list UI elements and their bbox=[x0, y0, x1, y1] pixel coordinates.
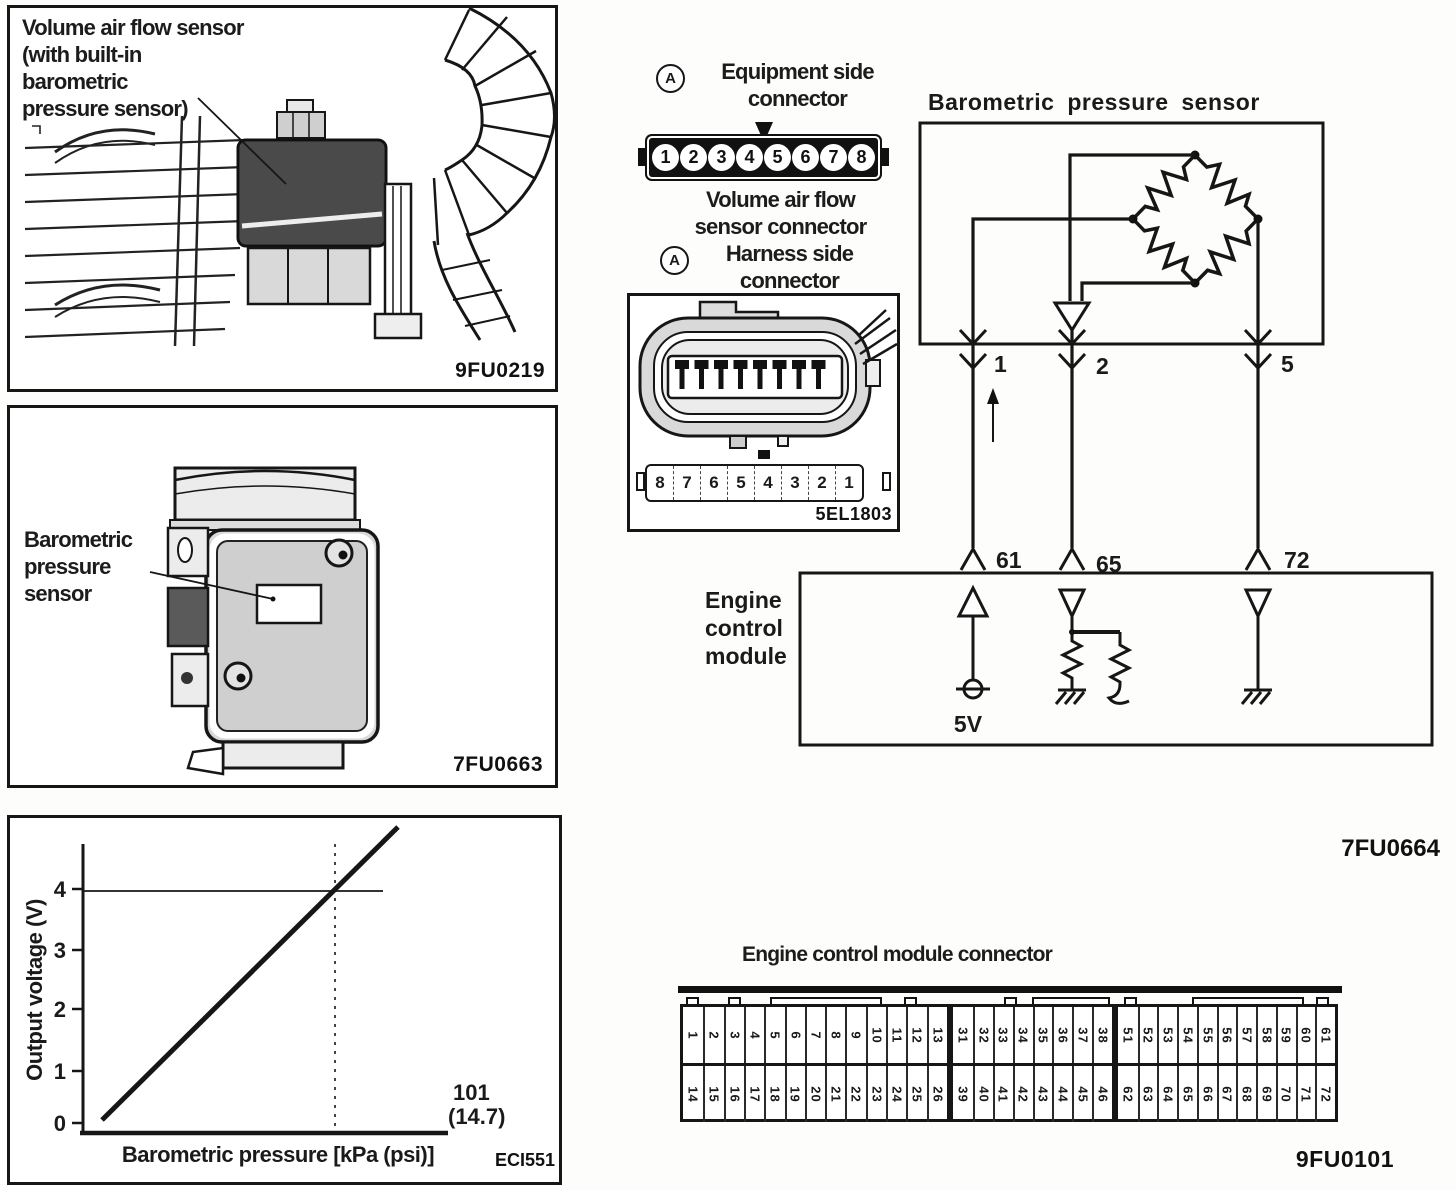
connector-pin: 3 bbox=[708, 144, 735, 171]
ecm-pin-number: 45 bbox=[1075, 1085, 1091, 1103]
ecm-pin-cell bbox=[1276, 1007, 1296, 1063]
ecm-pin-cell bbox=[1236, 1066, 1256, 1122]
marker-a-equipment: A bbox=[656, 64, 685, 93]
svg-text:0: 0 bbox=[53, 1111, 66, 1136]
strip-cap-left bbox=[636, 472, 645, 491]
ecm-pin-number: 26 bbox=[930, 1085, 946, 1103]
ecm-pin-number: 39 bbox=[955, 1085, 971, 1103]
svg-text:1: 1 bbox=[53, 1059, 66, 1084]
caption-line: pressure bbox=[24, 554, 111, 579]
ecm-pin-cell bbox=[703, 1066, 723, 1122]
figure-code: 5EL1803 bbox=[815, 504, 892, 524]
ecm-pin-cell bbox=[805, 1066, 825, 1122]
ecm-pin-cell bbox=[845, 1066, 865, 1122]
ecm-pin-cell bbox=[1157, 1007, 1177, 1063]
ecm-pin-number: 4 bbox=[747, 1030, 763, 1040]
ecm-pin-cell bbox=[993, 1066, 1013, 1122]
sensor-pin-1: 1 bbox=[994, 351, 1007, 377]
ecm-pin-cell bbox=[683, 1066, 703, 1122]
ecm-pin-number: 44 bbox=[1055, 1085, 1071, 1103]
characteristic-line bbox=[102, 827, 398, 1120]
ecm-pin-cell bbox=[1013, 1066, 1033, 1122]
ecm-pin-number: 40 bbox=[976, 1085, 992, 1103]
ecm-connector-grid bbox=[680, 1004, 1338, 1122]
grid-tab bbox=[1192, 997, 1304, 1004]
output-buffer-symbol bbox=[1055, 303, 1089, 330]
ecm-pin-number: 14 bbox=[685, 1085, 701, 1103]
ecm-pin-cell bbox=[724, 1007, 744, 1063]
figure-code: 9FU0219 bbox=[455, 359, 545, 382]
ecm-pin65-network bbox=[1056, 590, 1129, 704]
ecm-pin-number: 42 bbox=[1016, 1085, 1032, 1103]
output-voltage-chart bbox=[10, 818, 559, 1182]
ecm-label bbox=[705, 587, 787, 669]
ecm-pin-number: 51 bbox=[1120, 1026, 1136, 1044]
ecm-grid-row bbox=[953, 1063, 1112, 1122]
ecm-5v-supply bbox=[954, 588, 990, 737]
ecm-pin-number: 54 bbox=[1180, 1026, 1196, 1044]
ecm-pin-number: 3 bbox=[727, 1030, 743, 1040]
connector-pin: 4 bbox=[736, 144, 763, 171]
x-axis-label: Barometric pressure [kPa (psi)] bbox=[121, 1142, 435, 1167]
ecm-pin-number: 21 bbox=[828, 1085, 844, 1103]
ecm-pin-cell bbox=[764, 1066, 784, 1122]
ecm-pin-number: 71 bbox=[1298, 1085, 1314, 1103]
ecm-grid-row bbox=[683, 1007, 947, 1063]
ecm-pin-number: 58 bbox=[1259, 1026, 1275, 1044]
svg-text:2: 2 bbox=[53, 997, 66, 1022]
harness-pin-number: 8 bbox=[655, 473, 665, 492]
ecm-pin-number: 36 bbox=[1055, 1026, 1071, 1044]
ecm-pin-number: 53 bbox=[1160, 1026, 1176, 1044]
caption-line: pressure sensor) bbox=[22, 96, 188, 121]
ecm-pin-cell bbox=[993, 1007, 1013, 1063]
ecm-pin-number: 15 bbox=[706, 1085, 722, 1103]
ecm-pin-cell bbox=[927, 1007, 947, 1063]
ecm-pin-cell bbox=[805, 1007, 825, 1063]
baro-caption bbox=[24, 526, 132, 607]
ecm-pin-number: 32 bbox=[976, 1026, 992, 1044]
ecm-pin-cell bbox=[724, 1066, 744, 1122]
ecm-pin-number: 2 bbox=[706, 1030, 722, 1040]
ecm-pin-cell bbox=[1315, 1007, 1335, 1063]
ecm-pin-cell bbox=[1138, 1066, 1158, 1122]
ecm-pin-cell bbox=[973, 1066, 993, 1122]
caption-line: connector bbox=[747, 86, 848, 111]
ecm-pin-number: 33 bbox=[996, 1026, 1012, 1044]
connector-pin: 1 bbox=[652, 144, 679, 171]
ecm-pin-cell bbox=[1315, 1066, 1335, 1122]
output-chart-panel bbox=[7, 815, 562, 1185]
circuit-title: Barometric pressure sensor bbox=[928, 89, 1260, 115]
ecm-pin-cell bbox=[1092, 1007, 1112, 1063]
ecm-pin-cell bbox=[825, 1007, 845, 1063]
ecm-pin-72: 72 bbox=[1284, 547, 1310, 573]
ecm-pin-cell bbox=[1033, 1007, 1053, 1063]
connector-pin: 7 bbox=[820, 144, 847, 171]
connector-pin: 2 bbox=[680, 144, 707, 171]
ecm-pin-cell bbox=[906, 1007, 926, 1063]
ecm-pin-number: 18 bbox=[767, 1085, 783, 1103]
ecm-pin-number: 66 bbox=[1200, 1085, 1216, 1103]
ecm-pin-number: 69 bbox=[1259, 1085, 1275, 1103]
sensor-art bbox=[168, 468, 378, 774]
ecm-pin-number: 20 bbox=[808, 1085, 824, 1103]
vaf-caption bbox=[22, 14, 244, 122]
ecm-pin-number: 6 bbox=[788, 1030, 804, 1040]
ecm-pin-number: 1 bbox=[685, 1030, 701, 1040]
sensor-wires bbox=[973, 155, 1258, 548]
wheatstone-bridge bbox=[1125, 147, 1266, 291]
svg-text:4: 4 bbox=[53, 877, 66, 902]
grid-tab bbox=[770, 997, 882, 1004]
ecm-grid-block-2 bbox=[950, 1004, 1115, 1122]
ecm-pin-cell bbox=[1052, 1066, 1072, 1122]
baro-photo-panel bbox=[7, 405, 558, 788]
ecm-pin-number: 57 bbox=[1239, 1026, 1255, 1044]
figure-code: ECI551 bbox=[494, 1150, 555, 1170]
harness-pin-number: 1 bbox=[835, 466, 862, 500]
ecm-pin-cell bbox=[973, 1007, 993, 1063]
ecm-pin-number: 17 bbox=[747, 1085, 763, 1103]
ecm-grid-row bbox=[1118, 1007, 1335, 1063]
ecm-pin-cell bbox=[785, 1066, 805, 1122]
connector-pin: 6 bbox=[792, 144, 819, 171]
y-axis-label: Output voltage (V) bbox=[22, 899, 47, 1081]
caption-line: Volume air flow sensor bbox=[22, 15, 244, 40]
ecm-pin-cell bbox=[1217, 1066, 1237, 1122]
ecm-pin-number: 70 bbox=[1279, 1085, 1295, 1103]
ecm-pin-number: 46 bbox=[1095, 1085, 1111, 1103]
ecm-pin-cell bbox=[1236, 1007, 1256, 1063]
ecm-pin-cell bbox=[1276, 1066, 1296, 1122]
ecm-pin-cell bbox=[1033, 1066, 1053, 1122]
ecm-pin-number: 55 bbox=[1200, 1026, 1216, 1044]
ecm-pin72-ground bbox=[1242, 590, 1272, 704]
y-tick-labels bbox=[54, 877, 67, 1136]
ecm-pin-cell bbox=[1256, 1066, 1276, 1122]
ecm-pin-number: 31 bbox=[955, 1026, 971, 1044]
ecm-pin-cell bbox=[866, 1066, 886, 1122]
ecm-pin-cell bbox=[953, 1007, 973, 1063]
grid-tab bbox=[1032, 997, 1110, 1004]
ecm-pin-number: 43 bbox=[1035, 1085, 1051, 1103]
ecm-grid-block-1 bbox=[680, 1004, 950, 1122]
ecm-pin-cell bbox=[1052, 1007, 1072, 1063]
sensor-label-window bbox=[257, 585, 321, 623]
ecm-pin-cell bbox=[1177, 1066, 1197, 1122]
x-annotation-psi: (14.7) bbox=[448, 1104, 506, 1129]
ecm-pin-cell bbox=[1197, 1007, 1217, 1063]
ecm-pin-number: 72 bbox=[1318, 1085, 1334, 1103]
ecm-box bbox=[800, 573, 1432, 745]
ecm-pin-number: 9 bbox=[849, 1030, 865, 1040]
harness-pin-number: 4 bbox=[754, 466, 781, 500]
ecm-pin-cell bbox=[1138, 1007, 1158, 1063]
svg-text:Engine: Engine bbox=[705, 587, 782, 613]
ecm-pin-number: 62 bbox=[1120, 1085, 1136, 1103]
ecm-pin-number: 8 bbox=[828, 1030, 844, 1040]
caption-line: connector bbox=[739, 268, 840, 293]
ecm-pin-cell bbox=[1118, 1007, 1138, 1063]
harness-connector-caption bbox=[702, 240, 877, 294]
ecm-pin-number: 24 bbox=[889, 1085, 905, 1103]
figure-code: 7FU0663 bbox=[453, 753, 543, 776]
bridge-nodes bbox=[1129, 151, 1263, 288]
svg-text:3: 3 bbox=[53, 938, 66, 963]
ecm-pin-number: 13 bbox=[930, 1026, 946, 1044]
connector-pin: 8 bbox=[848, 144, 875, 171]
ecm-pin-cell bbox=[927, 1066, 947, 1122]
strip-cap-right bbox=[882, 472, 891, 491]
ecm-pin-cell bbox=[1256, 1007, 1276, 1063]
ecm-pin-number: 5 bbox=[767, 1030, 783, 1040]
ecm-pin-number: 16 bbox=[727, 1085, 743, 1103]
harness-pin-number: 5 bbox=[727, 466, 754, 500]
caption-line: Volume air flow bbox=[706, 187, 855, 212]
ecm-pin-cell bbox=[683, 1007, 703, 1063]
ecm-pin-number: 41 bbox=[996, 1085, 1012, 1103]
intake-hose bbox=[434, 8, 555, 340]
vaf-connector-caption bbox=[668, 186, 893, 240]
signal-direction-arrow bbox=[987, 388, 999, 442]
figure-code: 7FU0664 bbox=[1341, 835, 1440, 862]
ecm-pin-number: 35 bbox=[1035, 1026, 1051, 1044]
harness-pin-number: 2 bbox=[808, 466, 835, 500]
ecm-pin-cell bbox=[1092, 1066, 1112, 1122]
leader-dot bbox=[271, 597, 276, 602]
connector-pin: 5 bbox=[764, 144, 791, 171]
ecm-pin-cell bbox=[1072, 1007, 1092, 1063]
ecm-connector-rail bbox=[678, 986, 1342, 993]
ecm-pin-number: 19 bbox=[788, 1085, 804, 1103]
connector-pin-row bbox=[645, 134, 882, 181]
ecm-pin-number: 64 bbox=[1160, 1085, 1176, 1103]
sensor-pin-2: 2 bbox=[1096, 353, 1109, 379]
marker-a-harness: A bbox=[660, 246, 689, 275]
vaf-photo-panel bbox=[7, 5, 558, 392]
ecm-pin-cell bbox=[1072, 1066, 1092, 1122]
ecm-pin-number: 59 bbox=[1279, 1026, 1295, 1044]
ecm-grid-row bbox=[953, 1007, 1112, 1063]
ecm-pin-number: 23 bbox=[869, 1085, 885, 1103]
engine-fins bbox=[25, 116, 245, 346]
sensor-pin-5: 5 bbox=[1281, 351, 1294, 377]
ecm-pin-cell bbox=[785, 1007, 805, 1063]
harness-connector-art bbox=[640, 302, 897, 448]
ecm-pin-cell bbox=[1296, 1066, 1316, 1122]
harness-pin-number: 3 bbox=[781, 466, 808, 500]
ecm-pin-number: 52 bbox=[1141, 1026, 1157, 1044]
ecm-grid-row bbox=[683, 1063, 947, 1122]
ecm-pin-cell bbox=[703, 1007, 723, 1063]
ecm-pin-number: 56 bbox=[1219, 1026, 1235, 1044]
ecm-pin-cell bbox=[1013, 1007, 1033, 1063]
ecm-pin-number: 63 bbox=[1141, 1085, 1157, 1103]
ecm-pin-cell bbox=[1217, 1007, 1237, 1063]
harness-connector-box bbox=[627, 293, 900, 532]
caption-line: barometric bbox=[22, 69, 128, 94]
ecm-pin-cell bbox=[1197, 1066, 1217, 1122]
harness-pin-strip bbox=[645, 464, 864, 502]
ecm-pin-cell bbox=[744, 1066, 764, 1122]
ecm-pin-cell bbox=[886, 1007, 906, 1063]
ecm-pin-cell bbox=[825, 1066, 845, 1122]
harness-pin-number: 7 bbox=[673, 466, 700, 500]
ecm-pin-cell bbox=[906, 1066, 926, 1122]
connector-latch-right bbox=[881, 148, 889, 166]
svg-text:module: module bbox=[705, 643, 787, 669]
ecm-pin-number: 61 bbox=[1318, 1026, 1334, 1044]
ecm-pin-number: 68 bbox=[1239, 1085, 1255, 1103]
ecm-pin-number: 11 bbox=[889, 1027, 905, 1043]
ecm-pin-cell bbox=[845, 1007, 865, 1063]
supply-voltage-label: 5V bbox=[953, 711, 983, 737]
ecm-pin-cell bbox=[1157, 1066, 1177, 1122]
ecm-pin-number: 34 bbox=[1016, 1026, 1032, 1044]
ecm-pin-number: 37 bbox=[1075, 1026, 1091, 1044]
caption-line: Barometric bbox=[24, 527, 133, 552]
harness-pin-number: 6 bbox=[700, 466, 727, 500]
x-annotation-kpa: 101 bbox=[453, 1080, 490, 1105]
caption-line: Harness side bbox=[725, 241, 854, 266]
equipment-side-connector bbox=[645, 122, 882, 181]
ecm-pin-65: 65 bbox=[1096, 551, 1122, 577]
ecm-pin-cell bbox=[866, 1007, 886, 1063]
ecm-pin-number: 25 bbox=[910, 1085, 926, 1103]
ecm-grid-row bbox=[1118, 1063, 1335, 1122]
caption-line: (with built-in bbox=[22, 42, 142, 67]
ecm-pin-number: 65 bbox=[1180, 1085, 1196, 1103]
ecm-pin-cell bbox=[1296, 1007, 1316, 1063]
ecm-pin-number: 60 bbox=[1298, 1026, 1314, 1044]
strip-key-tab bbox=[758, 450, 770, 459]
ecm-pin-cell bbox=[953, 1066, 973, 1122]
ecm-pin-61: 61 bbox=[996, 547, 1022, 573]
ecm-pin-number: 38 bbox=[1095, 1026, 1111, 1044]
ecm-pin-number: 10 bbox=[869, 1026, 885, 1044]
equipment-connector-caption bbox=[700, 58, 895, 112]
ecm-pin-number: 12 bbox=[910, 1026, 926, 1044]
caption-line: sensor bbox=[24, 581, 92, 606]
figure-code: 9FU0101 bbox=[1295, 1146, 1394, 1172]
ecm-pin-cell bbox=[886, 1066, 906, 1122]
caption-line: sensor connector bbox=[694, 214, 867, 239]
vaf-sensor-body bbox=[238, 100, 421, 338]
ecm-grid-block-3 bbox=[1115, 1004, 1338, 1122]
ecm-connector-title: Engine control module connector bbox=[742, 943, 1053, 966]
svg-text:control: control bbox=[705, 615, 783, 641]
ecm-pin-cell bbox=[764, 1007, 784, 1063]
ecm-pin-number: 22 bbox=[849, 1085, 865, 1103]
ecm-pin-number: 67 bbox=[1219, 1085, 1235, 1103]
ecm-pin-cell bbox=[744, 1007, 764, 1063]
ecm-pin-cell bbox=[1118, 1066, 1138, 1122]
caption-line: Equipment side bbox=[721, 59, 874, 84]
ecm-pin-number: 7 bbox=[808, 1030, 824, 1040]
ecm-pin-cell bbox=[1177, 1007, 1197, 1063]
